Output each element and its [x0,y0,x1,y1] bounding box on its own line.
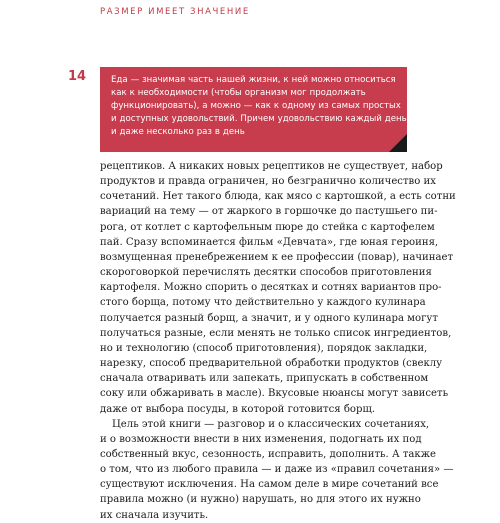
body-line: сочетаний. Нет такого блюда, как мясо с картошкой, а есть сотни [100,191,456,203]
body-text [100,159,456,523]
running-head: РАЗМЕР ИМЕЕТ ЗНАЧЕНИЕ [100,7,250,17]
body-line: рога, от котлет с картофельным пюре до стейка с картофелем [100,221,435,233]
body-line: но и технологию (способ приготовления), порядок закладки, [100,342,428,354]
body-line: скороговоркой перечислять десятки способов приготовления [100,267,432,279]
body-line: о том, что из любого правила — и даже из «правил сочетания» — [100,464,454,476]
body-line: и о возможности внести в них изменения, подогнать их под [100,433,422,445]
body-line: стого борща, потому что действительно у каждого кулинара [100,297,426,309]
body-line-indented: Цель этой книги — разговор и о классических сочетаниях, [112,418,430,430]
pull-quote-line: функционировать), а можно — как к одному из самых простых [111,101,401,111]
pull-quote-line: как к необходимости (чтобы организм мог продолжать [111,88,366,98]
body-line: соку или обжаривать в масле). Вкусовые нюансы могут зависеть [100,388,449,400]
page-number: 14 [68,69,87,84]
page-header [0,0,500,28]
body-line: даже от выбора посуды, в которой готовится борщ. [100,403,376,415]
pull-quote-box [100,67,419,152]
body-line: их сначала изучить. [100,509,209,521]
pull-quote-line: Еда — значимая часть нашей жизни, к ней можно относиться [111,75,396,85]
body-line: возмущенная пренебрежением к ее профессии (повар), начинает [100,251,454,263]
pull-quote-line: и доступных удовольствий. Причем удовольствию каждый день — [111,114,419,124]
body-line: вариаций на тему — от жаркого в горшочке до пастушьего пи- [100,206,438,218]
body-line: собственный вкус, сезонность, исправить, дополнить. А также [100,448,436,460]
corner-fold-decoration [389,134,407,152]
body-line: картофеля. Можно спорить о десятках и сотнях вариантов про- [100,282,442,294]
body-line: сначала отваривать или запекать, припускать в собственном [100,373,429,385]
body-line: нарезку, способ предварительной обработки продуктов (свеклу [100,358,443,370]
body-line: рецептиков. А никаких новых рецептиков не существует, набор [100,161,443,172]
pull-quote-line: и даже несколько раз в день [111,127,245,137]
body-line: пай. Сразу вспоминается фильм «Девчата», где юная героиня, [100,236,439,248]
body-line: получаться разные, если менять не только список ингредиентов, [100,327,452,339]
body-line: получается разный борщ, а значит, и у одного кулинара могут [100,312,438,324]
body-line: существуют исключения. На самом деле в мире сочетаний все [100,479,439,491]
pull-quote-text [111,74,419,139]
body-line: правила можно (и нужно) нарушать, но для этого их нужно [100,494,421,506]
body-line: продуктов и правда ограничен, но безгранично количество их [100,176,436,188]
